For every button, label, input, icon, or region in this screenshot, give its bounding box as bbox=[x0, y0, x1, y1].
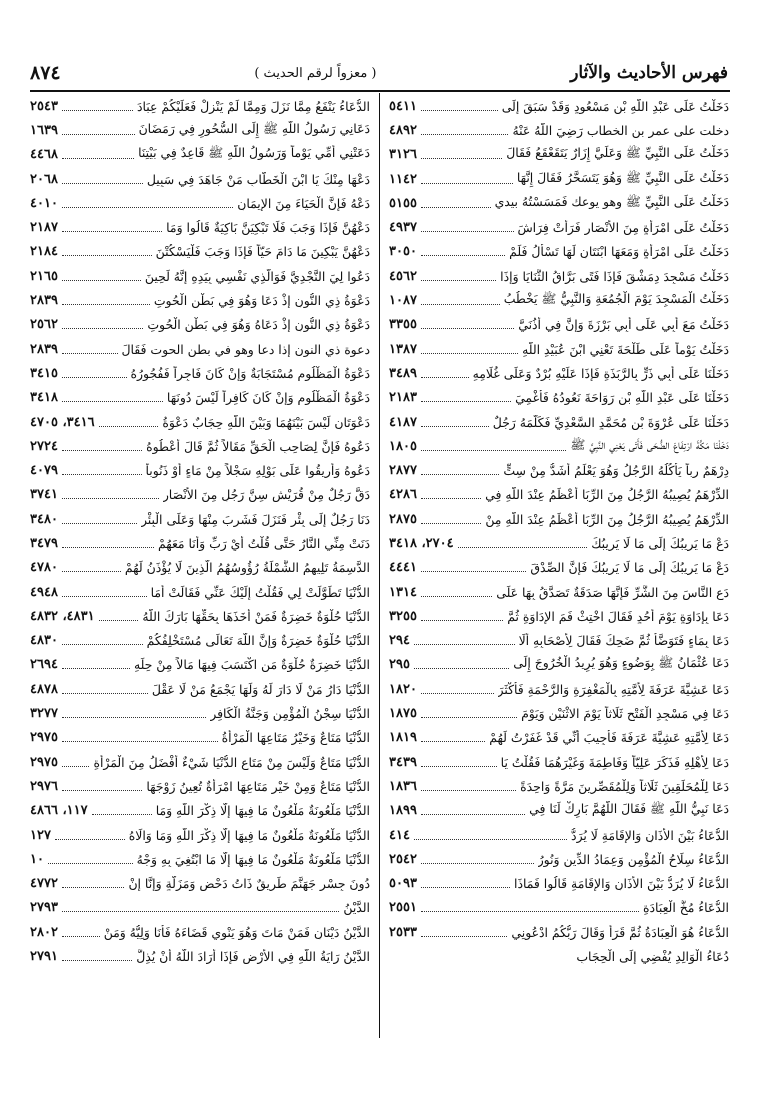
entry-number: ٢٩٧٥ bbox=[30, 754, 58, 770]
entry-text: الدُّنْيَا تَطَوَّلَتْ لِي فَقُلْتُ إِلَيْكَ عَنِّي فَقَالَتْ أَمَا bbox=[150, 584, 370, 600]
leader-dots bbox=[414, 644, 515, 645]
leader-dots bbox=[421, 814, 525, 815]
entry-number: ٣٠٥٠ bbox=[389, 244, 417, 260]
index-entry bbox=[389, 410, 729, 434]
leader-dots bbox=[62, 377, 127, 378]
leader-dots bbox=[421, 523, 481, 524]
index-entry bbox=[30, 944, 370, 968]
entry-text: دَعَا فِي مَسْجِدِ الْفَتْحِ ثَلَاثاً يَوْمَ الاثْنَيْنِ وَيَوْمَ bbox=[521, 706, 729, 722]
entry-number: ٣١٢٦ bbox=[389, 147, 417, 163]
index-entry bbox=[30, 143, 370, 167]
entry-text: دَعْهُ فَإِنَّ الْحَيَاءَ مِنَ الإِيمَانِ bbox=[237, 195, 370, 211]
entry-text: دَعَانِي رَسُولُ اللَّهِ ﷺ إِلَى السُّحُورِ فِي رَمَضَانَ bbox=[138, 120, 370, 136]
entry-number: ٤٠١٠ bbox=[30, 195, 58, 211]
entry-text: دَعَا بِمَاءٍ فَتَوَضَّأَ ثُمَّ ضَحِكَ فَقَالَ لِأَصْحَابِهِ أَلَا bbox=[518, 633, 729, 649]
page-header bbox=[30, 58, 728, 88]
leader-dots bbox=[62, 596, 147, 597]
leader-dots bbox=[421, 231, 514, 232]
index-entry bbox=[30, 118, 370, 142]
entry-number: ١٨٠٥ bbox=[389, 438, 417, 454]
leader-dots bbox=[62, 911, 339, 912]
entry-text: دَخَلْتُ عَلَى النَّبِيِّ ﷺ وَهُوَ يَتَسَحَّرُ فَقَالَ إِنَّهَا bbox=[516, 169, 729, 185]
entry-number: ٢٦٩٤ bbox=[30, 657, 58, 673]
entry-number: ٢٩٤ bbox=[389, 633, 410, 649]
leader-dots bbox=[62, 110, 133, 111]
leader-dots bbox=[62, 766, 90, 767]
entry-number: ٤٨٧٨ bbox=[30, 681, 58, 697]
index-column-right bbox=[389, 94, 729, 969]
entry-number: ٤٤٦٨ bbox=[30, 147, 58, 163]
entry-number: ١٨١٩ bbox=[389, 730, 417, 746]
leader-dots bbox=[62, 644, 143, 645]
entry-number: ٤٩٣٧ bbox=[389, 220, 417, 236]
entry-number: ٣٤٧٩ bbox=[30, 535, 58, 551]
entry-text: دَعْ مَا يَرِيبُكَ إِلَى مَا لَا يَرِيبُكَ فَإِنَّ الصِّدْقَ bbox=[530, 560, 729, 576]
entry-number: ٢٨٠٢ bbox=[30, 924, 58, 940]
index-entry bbox=[389, 531, 729, 555]
entry-number: ٣٢٥٥ bbox=[389, 608, 417, 624]
index-entry bbox=[30, 677, 370, 701]
entry-number: ٣٤٣٩ bbox=[389, 754, 417, 770]
index-entry bbox=[30, 726, 370, 750]
leader-dots bbox=[421, 158, 502, 159]
index-entry bbox=[30, 701, 370, 725]
index-entry bbox=[30, 629, 370, 653]
leader-dots bbox=[92, 814, 152, 815]
index-entry bbox=[389, 701, 729, 725]
entry-number: ١٠٨٧ bbox=[389, 293, 417, 309]
leader-dots bbox=[414, 668, 509, 669]
entry-number: ٣٧٤١ bbox=[30, 487, 58, 503]
leader-dots bbox=[421, 498, 481, 499]
entry-number: ٤٨٣١، ٤٨٣٢ bbox=[30, 608, 95, 624]
index-entry bbox=[389, 313, 729, 337]
leader-dots bbox=[421, 134, 509, 135]
entry-text: دَقَّ رَجُلٌ مِنْ قُرَيْشٍ سِنَّ رَجُلٍ مِنَ الأَنْصَارِ bbox=[162, 487, 370, 503]
entry-number: ٢٥٥١ bbox=[389, 900, 417, 916]
leader-dots bbox=[62, 547, 154, 548]
entry-text: دَخَلْتُ عَلَى امْرَأَةٍ مِنَ الأَنْصَارِ فَرَأَتْ فِرَاشَ bbox=[517, 220, 729, 236]
leader-dots bbox=[62, 231, 162, 232]
entry-text: الدِّرْهَمُ يُصِيبُهُ الرَّجُلُ مِنَ الرِّبَا أَعْظَمُ عِنْدَ اللَّهِ مِنْ bbox=[485, 511, 729, 527]
index-entry bbox=[389, 847, 729, 871]
index-entry bbox=[30, 580, 370, 604]
entry-text: دَعْ مَا يَرِيبُكَ إِلَى مَا لَا يَرِيبُكَ bbox=[591, 535, 729, 551]
leader-dots bbox=[421, 328, 514, 329]
index-entry bbox=[389, 653, 729, 677]
leader-dots bbox=[62, 134, 135, 135]
entry-text: دِرْهَمٌ رِباً يَأْكُلُهُ الرَّجُلُ وَهُوَ يَعْلَمُ أَشَدُّ مِنْ سِتٍّ bbox=[503, 463, 729, 479]
entry-number: ٤٨٣٠ bbox=[30, 633, 58, 649]
entry-number: ٢١٨٣ bbox=[389, 390, 417, 406]
index-entry bbox=[30, 483, 370, 507]
index-column-left bbox=[30, 94, 370, 969]
index-entry bbox=[30, 361, 370, 385]
index-entry bbox=[30, 386, 370, 410]
index-entry bbox=[30, 774, 370, 798]
leader-dots bbox=[421, 207, 491, 208]
entry-number: ٢١٦٥ bbox=[30, 268, 58, 284]
leader-dots bbox=[421, 426, 489, 427]
leader-dots bbox=[62, 693, 148, 694]
entry-text: الدُّنْيَا مَلْعُونَةٌ مَلْعُونٌ مَا فِيهَا إِلَّا ذِكْرَ اللَّهِ وَمَا bbox=[155, 803, 370, 819]
index-entry bbox=[389, 944, 729, 968]
entry-number: ٤٤٤١ bbox=[389, 560, 417, 576]
leader-dots bbox=[421, 474, 499, 475]
entry-text: دَعَتْنِي أُمِّي يَوْماً وَرَسُولُ اللَّهِ ﷺ قَاعِدٌ فِي بَيْتِنَا bbox=[138, 145, 370, 161]
entry-number: ١١٧، ٤٨٦٦ bbox=[30, 803, 88, 819]
leader-dots bbox=[421, 353, 518, 354]
entry-number: ٢٧٢٤ bbox=[30, 438, 58, 454]
entry-number: ٣٤١٨ bbox=[30, 390, 58, 406]
entry-number: ٢٩٧٦ bbox=[30, 778, 58, 794]
entry-number: ٥١٥٥ bbox=[389, 195, 417, 211]
entry-text: الدُّنْيَا خَضِرَةٌ حُلْوَةٌ مَنِ اكْتَسَبَ فِيهَا مَالاً مِنْ حِلِّهِ bbox=[133, 657, 370, 673]
index-entry bbox=[30, 799, 370, 823]
entry-number: ١٢٧ bbox=[30, 827, 51, 843]
entry-text: الدُّعَاءُ يَنْفَعُ مِمَّا نَزَلَ وَمِمَّا لَمْ يَنْزِلْ فَعَلَيْكُمْ عِبَادَ bbox=[136, 98, 370, 114]
entry-text: الدُّنْيَا مَتَاعٌ وَخَيْرُ مَتَاعِهَا الْمَرْأَةُ bbox=[221, 730, 370, 746]
index-entry bbox=[389, 240, 729, 264]
entry-text: الدُّنْيَا مَلْعُونَةٌ مَلْعُونٌ مَا فِيهَا إِلَّا ذِكْرَ اللَّهِ وَمَا وَالَاهُ bbox=[128, 827, 370, 843]
index-entry bbox=[389, 823, 729, 847]
leader-dots bbox=[62, 304, 150, 305]
entry-text: دَعُوا لِيَ النَّجْدِيَّ فَوَالَّذِي نَفْسِي بِيَدِهِ إِنَّهُ لَحِينَ bbox=[144, 268, 370, 284]
entry-number: ٤٢٨٦ bbox=[389, 487, 417, 503]
index-entry bbox=[389, 458, 729, 482]
entry-text: الدَّيْنُ دَيْنَانِ فَمَنْ مَاتَ وَهُوَ يَنْوِي قَضَاءَهُ فَأَنَا وَلِيُّهُ وَمَنْ bbox=[103, 924, 370, 940]
leader-dots bbox=[421, 790, 516, 791]
entry-number: ٣٤١٥ bbox=[30, 365, 58, 381]
entry-number: ١٨٩٩ bbox=[389, 803, 417, 819]
leader-dots bbox=[62, 936, 100, 937]
entry-number: ٣٤١٦، ٤٧٠٥ bbox=[30, 414, 95, 430]
leader-dots bbox=[414, 839, 567, 840]
entry-number: ٢٥٦٢ bbox=[30, 317, 58, 333]
index-entry bbox=[389, 434, 729, 458]
entry-text: دَنَا رَجُلٌ إِلَى بِئْرٍ فَنَزَلَ فَشَرِبَ مِنْهَا وَعَلَى الْبِئْرِ bbox=[140, 511, 370, 527]
entry-number: ٢١٨٧ bbox=[30, 220, 58, 236]
index-entry bbox=[389, 580, 729, 604]
index-entry bbox=[30, 94, 370, 118]
index-entry bbox=[30, 240, 370, 264]
leader-dots bbox=[421, 766, 497, 767]
index-entry bbox=[389, 677, 729, 701]
leader-dots bbox=[458, 547, 588, 548]
entry-number: ٢٥٤٣ bbox=[30, 98, 58, 114]
leader-dots bbox=[62, 474, 142, 475]
leader-dots bbox=[62, 328, 143, 329]
entry-text: الدُّنْيَا سِجْنُ الْمُؤْمِنِ وَجَنَّةُ الْكَافِرِ bbox=[210, 706, 370, 722]
leader-dots bbox=[421, 717, 517, 718]
entry-number: ٢٨٧٥ bbox=[389, 511, 417, 527]
entry-text: الدُّنْيَا دَارُ مَنْ لَا دَارَ لَهُ وَلَهَا يَجْمَعُ مَنْ لَا عَقْلَ bbox=[151, 681, 370, 697]
entry-text: دَعِ النَّاسَ مِنَ الشَّرِّ فَإِنَّهَا صَدَقَةٌ تَصَدَّقُ بِهَا عَلَى bbox=[496, 584, 729, 600]
column-divider bbox=[379, 93, 380, 1038]
entry-text: دَعَا نَبِيُّ اللَّهِ ﷺ فَقَالَ اللَّهُمَّ بَارِكْ لَنَا فِي bbox=[529, 801, 729, 817]
index-entry bbox=[389, 507, 729, 531]
entry-number: ٢٩٧٥ bbox=[30, 730, 58, 746]
leader-dots bbox=[62, 717, 206, 718]
entry-text: دَخَلْتُ الْمَسْجِدَ يَوْمَ الْجُمُعَةِ وَالنَّبِيُّ ﷺ يَخْطُبُ bbox=[503, 291, 729, 307]
leader-dots bbox=[62, 523, 137, 524]
leader-dots bbox=[62, 158, 134, 159]
entry-number: ٢٧٠٤، ٣٤١٨ bbox=[389, 535, 454, 551]
entry-number: ١٣١٤ bbox=[389, 584, 417, 600]
index-entry bbox=[30, 458, 370, 482]
entry-text: دَعُوهُ فَإِنَّ لِصَاحِبِ الْحَقِّ مَقَالاً ثُمَّ قَالَ أَعْطُوهُ bbox=[146, 438, 370, 454]
entry-number: ٢٨٣٩ bbox=[30, 293, 58, 309]
entry-text: دَخَلْتُ يَوْماً عَلَى طَلْحَةَ تَعْنِي ابْنَ عُبَيْدِ اللَّهِ bbox=[522, 341, 729, 357]
entry-text: دَعْوَةُ ذِي النُّونِ إِذْ دَعَا وَهُوَ فِي بَطْنِ الْحُوتِ bbox=[153, 293, 370, 309]
index-entry bbox=[30, 604, 370, 628]
entry-number: ٤١٨٧ bbox=[389, 414, 417, 430]
leader-dots bbox=[62, 790, 142, 791]
entry-text: دَعُوهُ وَأَرِيقُوا عَلَى بَوْلِهِ سَجْلاً مِنْ مَاءٍ أَوْ ذَنُوباً bbox=[145, 463, 370, 479]
entry-text: دَخَلْنَا عَلَى عُرْوَةَ بْنِ مُحَمَّدٍ السَّعْدِيِّ فَكَلَّمَهُ رَجُلٌ bbox=[492, 414, 729, 430]
index-entry bbox=[389, 118, 729, 142]
index-entry bbox=[30, 896, 370, 920]
index-entry bbox=[30, 847, 370, 871]
entry-text: دعوة ذي النون إذا دعا وهو في بطن الحوت فَقَالَ bbox=[121, 341, 370, 357]
entry-number: ٢٨٧٧ bbox=[389, 463, 417, 479]
entry-number: ٢٥٤٢ bbox=[389, 851, 417, 867]
leader-dots bbox=[421, 450, 566, 451]
header-rule bbox=[30, 90, 730, 92]
entry-number: ٣٤٨٩ bbox=[389, 365, 417, 381]
leader-dots bbox=[48, 863, 133, 864]
leader-dots bbox=[62, 498, 159, 499]
index-entry bbox=[30, 507, 370, 531]
leader-dots bbox=[421, 571, 526, 572]
entry-text: دُونَ جِسْرِ جَهَنَّمَ طَرِيقٌ ذَاتُ دَحْضٍ وَمَزَلَّةٍ وَإِنَّا إِنْ bbox=[128, 876, 370, 892]
leader-dots bbox=[421, 110, 498, 111]
leader-dots bbox=[421, 401, 511, 402]
index-entry bbox=[30, 531, 370, 555]
leader-dots bbox=[99, 426, 159, 427]
entry-text: دَعْهَا مِنْكَ يَا ابْنَ الْخَطَّابِ مَنْ جَاهَدَ فِي سَبِيلِ bbox=[146, 171, 370, 187]
index-entry bbox=[30, 750, 370, 774]
leader-dots bbox=[62, 887, 125, 888]
entry-text: الدَّيْنُ bbox=[343, 900, 370, 916]
leader-dots bbox=[421, 377, 469, 378]
entry-text: الدَّسِمَةُ تَلِيهِمُ الشَّمْلَةُ رُؤُوسُهُمُ الَّذِينَ لَا يُؤْذَنُ لَهُمْ bbox=[124, 560, 370, 576]
entry-number: ٤٥٦٢ bbox=[389, 268, 417, 284]
entry-text: دُعَاءُ الْوَالِدِ يُفْضِي إِلَى الْحِجَابِ bbox=[576, 949, 729, 965]
leader-dots bbox=[421, 596, 492, 597]
index-entry bbox=[389, 264, 729, 288]
entry-text: الدُّعَاءُ مُخُّ الْعِبَادَةِ bbox=[643, 900, 729, 916]
entry-text: دَعْوَةُ الْمَظْلُومِ وَإِنْ كَانَ كَافِراً لَيْسَ دُونَهَا bbox=[166, 390, 370, 406]
entry-number: ٢٧٩٣ bbox=[30, 900, 58, 916]
page-title: فهرس الأحاديث والآثار bbox=[570, 63, 728, 83]
entry-text: دَعْوَةُ الْمَظْلُومِ مُسْتَجَابَةٌ وَإِنْ كَانَ فَاجِراً فَفُجُورُهُ bbox=[130, 365, 370, 381]
index-entry bbox=[389, 629, 729, 653]
entry-text: دَعَا عَشِيَّةَ عَرَفَةَ لِأُمَّتِهِ بِالْمَغْفِرَةِ وَالرَّحْمَةِ فَأَكْثَرَ bbox=[497, 681, 729, 697]
entry-number: ٤١٤ bbox=[389, 827, 410, 843]
leader-dots bbox=[62, 668, 130, 669]
index-entry bbox=[30, 434, 370, 458]
entry-number: ٢٨٣٩ bbox=[30, 341, 58, 357]
leader-dots bbox=[62, 571, 121, 572]
leader-dots bbox=[421, 280, 496, 281]
index-entry bbox=[389, 872, 729, 896]
entry-text: دَعَا لِأُمَّتِهِ عَشِيَّةَ عَرَفَةَ فَأُجِيبَ أَنِّي قَدْ غَفَرْتُ لَهُمْ bbox=[489, 730, 729, 746]
leader-dots bbox=[62, 280, 141, 281]
entry-text: دَخَلْتُ مَعَ أَبِي عَلَى أَبِي بَرْزَةَ وَإِنَّ فِي أُذُنَيَّ bbox=[518, 317, 729, 333]
leader-dots bbox=[421, 620, 503, 621]
leader-dots bbox=[421, 887, 510, 888]
entry-text: دَخَلْتُ عَلَى النَّبِيِّ ﷺ وَعَلَيَّ إِزَارٌ يَتَقَعْقَعُ فَقَالَ bbox=[506, 145, 729, 161]
entry-number: ٤٨٩٢ bbox=[389, 122, 417, 138]
index-entry bbox=[389, 167, 729, 191]
index-entry bbox=[389, 94, 729, 118]
entry-text: دَخَلْتُ مَسْجِدَ دِمَشْقَ فَإِذَا فَتًى بَرَّاقُ الثَّنَايَا وَإِذَا bbox=[500, 268, 729, 284]
index-entry bbox=[389, 750, 729, 774]
leader-dots bbox=[99, 620, 139, 621]
index-entry bbox=[389, 604, 729, 628]
entry-text: دَخَلْنَا مَكَّةَ ارْتِفَاعَ الضُّحَى فَأَتَى يَعْنِي النَّبِيَّ ﷺ bbox=[570, 436, 729, 452]
index-entry bbox=[389, 483, 729, 507]
index-entry bbox=[30, 215, 370, 239]
index-entry bbox=[30, 288, 370, 312]
entry-number: ٢٧٩١ bbox=[30, 949, 58, 965]
index-entry bbox=[30, 556, 370, 580]
leader-dots bbox=[62, 401, 163, 402]
index-entry bbox=[30, 410, 370, 434]
entry-text: الدُّنْيَا حُلْوَةٌ خَضِرَةٌ وَإِنَّ اللَّهَ تَعَالَى مُسْتَخْلِفُكُمْ bbox=[146, 633, 370, 649]
leader-dots bbox=[421, 741, 485, 742]
entry-text: دَعْوَةُ ذِي النُّونِ إِذْ دَعَاهُ وَهُوَ فِي بَطْنِ الْحُوتِ bbox=[147, 317, 370, 333]
entry-text: دَعْهُنَّ يَبْكِينَ مَا دَامَ حَيّاً فَإِذَا وَجَبَ فَلْيَسْكُتْنَ bbox=[155, 244, 370, 260]
index-entry bbox=[30, 823, 370, 847]
index-entry bbox=[389, 191, 729, 215]
leader-dots bbox=[421, 693, 494, 694]
entry-text: دَعْوَتَانِ لَيْسَ بَيْنَهُمَا وَبَيْنَ اللَّهِ حِجَابٌ دَعْوَةُ bbox=[162, 414, 370, 430]
entry-text: دَعَا لِأَهْلِهِ فَذَكَرَ عَلِيّاً وَفَاطِمَةَ وَغَيْرَهُمَا فَقُلْتُ يَا bbox=[500, 754, 729, 770]
entry-number: ٣٢٧٧ bbox=[30, 706, 58, 722]
entry-number: ٥٠٩٣ bbox=[389, 876, 417, 892]
entry-number: ٢٥٣٣ bbox=[389, 924, 417, 940]
entry-text: الدُّعَاءُ بَيْنَ الأَذَانِ وَالإِقَامَةِ لَا يُرَدُّ bbox=[571, 827, 729, 843]
entry-number: ١٨٧٥ bbox=[389, 706, 417, 722]
entry-text: دَخَلْنَا عَلَى عَبْدِ اللَّهِ بْنِ رَوَاحَةَ نَعُودُهُ فَأُغْمِيَ bbox=[515, 390, 729, 406]
index-entry bbox=[389, 215, 729, 239]
entry-number: ٥٤١١ bbox=[389, 98, 417, 114]
leader-dots bbox=[421, 936, 507, 937]
entry-text: دَخَلْتُ عَلَى عَبْدِ اللَّهِ بْنِ مَسْعُودٍ وَقَدْ سَبَقَ إِلَى bbox=[501, 98, 729, 114]
entry-number: ١٨٣٦ bbox=[389, 778, 417, 794]
leader-dots bbox=[62, 255, 152, 256]
entry-text: الدَّيْنُ رَايَةُ اللَّهِ فِي الأَرْضِ فَإِذَا أَرَادَ اللَّهُ أَنْ يُذِلَّ bbox=[136, 949, 370, 965]
index-entry bbox=[389, 143, 729, 167]
leader-dots bbox=[55, 839, 125, 840]
index-entry bbox=[30, 872, 370, 896]
index-entry bbox=[389, 288, 729, 312]
index-entry bbox=[30, 167, 370, 191]
entry-number: ١١٤٢ bbox=[389, 171, 417, 187]
entry-text: الدُّعَاءُ هُوَ الْعِبَادَةُ ثُمَّ قَرَأَ وَقَالَ رَبُّكُمُ ادْعُونِي bbox=[511, 924, 729, 940]
entry-text: دَعَا عُثْمَانُ ﷺ بِوَضُوءٍ وَهُوَ يُرِيدُ الْخُرُوجَ إِلَى bbox=[513, 655, 729, 671]
entry-number: ٤٧٨٠ bbox=[30, 560, 58, 576]
entry-number: ١٠ bbox=[30, 851, 44, 867]
index-entry bbox=[30, 313, 370, 337]
index-entry bbox=[389, 386, 729, 410]
leader-dots bbox=[421, 863, 534, 864]
entry-text: دَخَلْتُ عَلَى امْرَأَةٍ وَمَعَهَا ابْنَتَانِ لَهَا تَسْأَلُ فَلَمْ bbox=[509, 244, 729, 260]
entry-number: ٢١٨٤ bbox=[30, 244, 58, 260]
entry-text: دَعْهُنَّ فَإِذَا وَجَبَ فَلَا تَبْكِيَنَّ بَاكِيَةٌ قَالُوا وَمَا bbox=[166, 220, 370, 236]
entry-text: الدُّنْيَا مَتَاعٌ وَمِنْ خَيْرِ مَتَاعِهَا امْرَأَةٌ تُعِينُ زَوْجَهَا bbox=[146, 778, 370, 794]
leader-dots bbox=[421, 255, 505, 256]
index-entry bbox=[389, 896, 729, 920]
entry-text: دَخَلْنَا عَلَى أَبِي ذَرٍّ بِالرَّبَذَةِ فَإِذَا عَلَيْهِ بُرْدٌ وَعَلَى غُلَامِهِ bbox=[472, 365, 729, 381]
entry-number: ٤٩٤٨ bbox=[30, 584, 58, 600]
page-subtitle: ( معزواً لرقم الحديث ) bbox=[254, 65, 377, 81]
entry-text: دَعَا بِإِدَاوَةٍ يَوْمَ أُحُدٍ فَقَالَ اخْتِثْ فَمَ الإِدَاوَةِ ثُمَّ bbox=[507, 608, 729, 624]
index-entry bbox=[389, 774, 729, 798]
entry-text: الدِّرْهَمُ يُصِيبُهُ الرَّجُلُ مِنَ الرِّبَا أَعْظَمُ عِنْدَ اللَّهِ فِي bbox=[485, 487, 729, 503]
entry-text: الدُّعَاءُ لَا يُرَدُّ بَيْنَ الأَذَانِ وَالإِقَامَةِ قَالُوا فَمَاذَا bbox=[514, 876, 729, 892]
index-entry bbox=[389, 361, 729, 385]
entry-number: ١٦٣٩ bbox=[30, 122, 58, 138]
entry-text: دخلت على عمر بن الخطاب رَضِيَ اللَّهُ عَنْهُ bbox=[512, 122, 729, 138]
entry-text: الدُّنْيَا حُلْوَةٌ خَضِرَةٌ فَمَنْ أَخَذَهَا بِحَقِّهَا بَارَكَ اللَّهُ bbox=[142, 608, 370, 624]
index-entry bbox=[389, 726, 729, 750]
entry-text: الدُّنْيَا مَلْعُونَةٌ مَلْعُونٌ مَا فِيهَا إِلَّا مَا ابْتُغِيَ بِهِ وَجْهُ bbox=[136, 851, 370, 867]
entry-number: ٢٩٥ bbox=[389, 657, 410, 673]
leader-dots bbox=[62, 353, 118, 354]
leader-dots bbox=[62, 183, 143, 184]
leader-dots bbox=[62, 741, 218, 742]
leader-dots bbox=[62, 450, 142, 451]
entry-number: ١٨٢٠ bbox=[389, 681, 417, 697]
index-entry bbox=[30, 920, 370, 944]
index-entry bbox=[30, 653, 370, 677]
index-entry bbox=[30, 337, 370, 361]
page-number: ٨٧٤ bbox=[30, 62, 61, 84]
entry-text: الدُّعَاءُ سِلَاحُ الْمُؤْمِنِ وَعِمَادُ الدِّينِ وَنُورُ bbox=[537, 851, 729, 867]
entry-number: ٣٤٨٠ bbox=[30, 511, 58, 527]
leader-dots bbox=[421, 183, 513, 184]
leader-dots bbox=[421, 911, 639, 912]
entry-number: ١٣٨٧ bbox=[389, 341, 417, 357]
entry-number: ٤٠٧٩ bbox=[30, 463, 58, 479]
entry-text: دَخَلْتُ عَلَى النَّبِيِّ ﷺ وهو يوعك فَمَسَسْتُهُ بيدي bbox=[494, 193, 729, 209]
index-entry bbox=[389, 920, 729, 944]
index-entry bbox=[30, 191, 370, 215]
leader-dots bbox=[62, 207, 233, 208]
entry-text: دَنَتْ مِنِّي النَّارُ حَتَّى قُلْتُ أَيْ رَبِّ وَأَنَا مَعَهُمْ bbox=[158, 535, 370, 551]
index-entry bbox=[389, 556, 729, 580]
leader-dots bbox=[421, 304, 500, 305]
leader-dots bbox=[62, 960, 132, 961]
index-entry bbox=[30, 264, 370, 288]
entry-text: دَعَا لِلْمُحَلِّقِينَ ثَلَاثاً وَلِلْمُقَصِّرِينَ مَرَّةً وَاحِدَةً bbox=[520, 778, 729, 794]
entry-number: ٤٧٧٢ bbox=[30, 876, 58, 892]
entry-number: ٣٣٥٥ bbox=[389, 317, 417, 333]
entry-number: ٢٠٦٨ bbox=[30, 171, 58, 187]
index-entry bbox=[389, 337, 729, 361]
entry-text: الدُّنْيَا مَتَاعٌ وَلَيْسَ مِنْ مَتَاعِ الدُّنْيَا شَيْءٌ أَفْضَلُ مِنَ الْمَرْأَةِ bbox=[93, 754, 370, 770]
index-entry bbox=[389, 799, 729, 823]
